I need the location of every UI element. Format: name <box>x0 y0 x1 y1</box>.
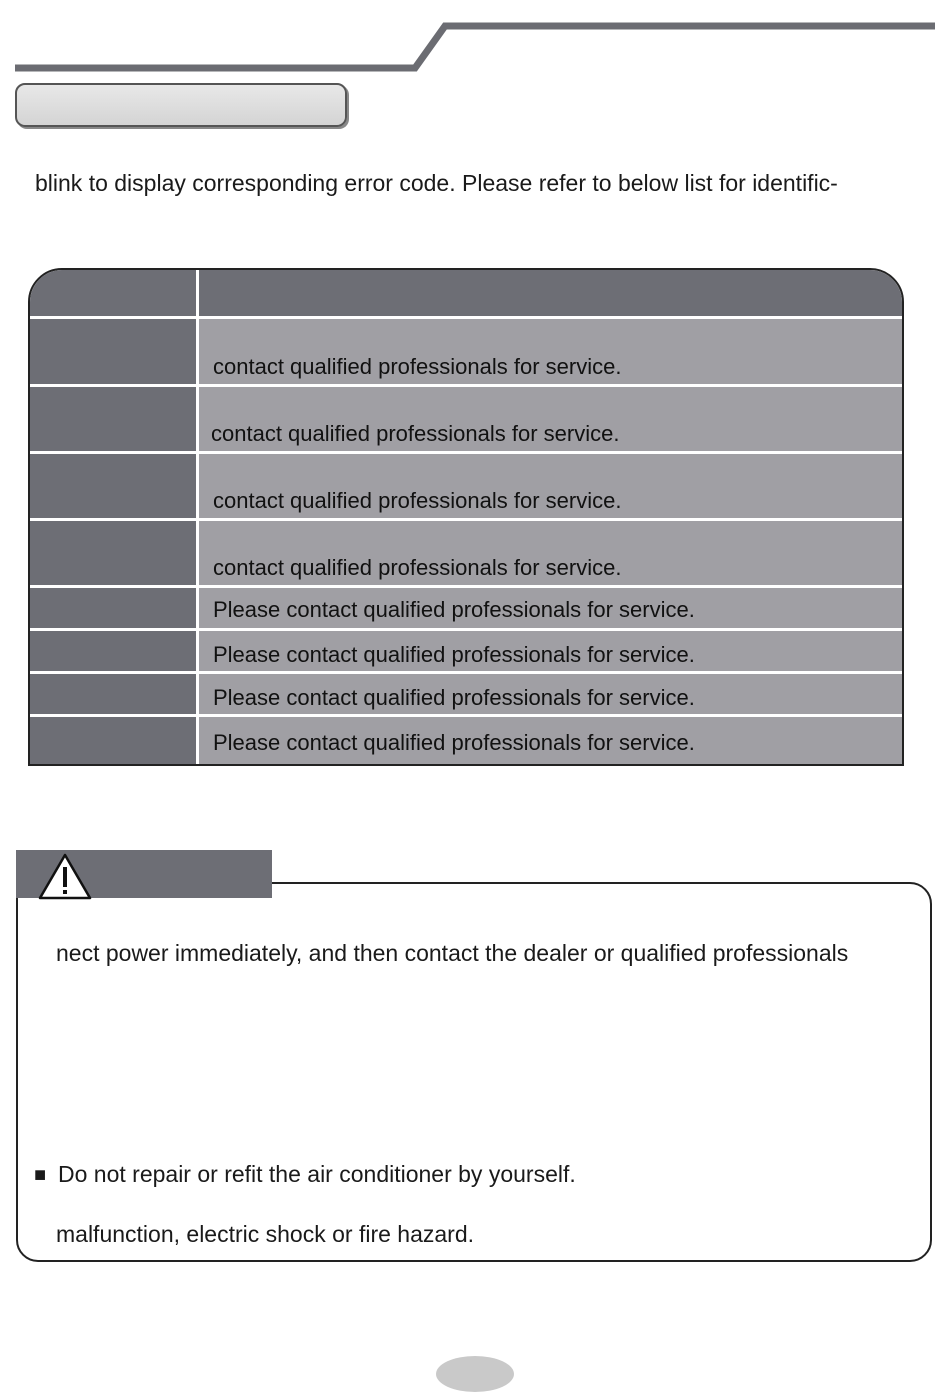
row-description: Please contact qualified professionals for service. <box>213 597 695 622</box>
table-row <box>30 387 902 451</box>
warning-box <box>16 882 932 1262</box>
table-row <box>30 454 902 518</box>
header-divider <box>196 270 199 316</box>
row-description: contact qualified professionals for service. <box>213 354 622 379</box>
code-cell <box>30 631 196 671</box>
desc-cell <box>199 674 902 714</box>
row-description: contact qualified professionals for service. <box>211 421 620 446</box>
bullet-square-icon: ■ <box>34 1164 47 1186</box>
desc-cell <box>199 588 902 628</box>
desc-cell <box>199 319 902 384</box>
row-description: contact qualified professionals for service. <box>213 488 622 513</box>
header-rule <box>0 0 950 80</box>
desc-cell <box>199 387 902 451</box>
desc-cell <box>199 454 902 518</box>
warning-line-1: nect power immediately, and then contact the dealer or qualified professionals <box>56 940 849 966</box>
error-code-table <box>28 268 904 766</box>
table-row <box>30 631 902 671</box>
section-title-pill <box>15 83 347 127</box>
table-row <box>30 319 902 384</box>
table-row <box>30 674 902 714</box>
warning-line-3: malfunction, electric shock or fire hazard. <box>56 1221 475 1247</box>
row-description: contact qualified professionals for service. <box>213 555 622 580</box>
intro-text: blink to display corresponding error code. Please refer to below list for identific- <box>35 170 838 196</box>
desc-cell <box>199 521 902 585</box>
warning-line-2: Do not repair or refit the air conditioner by yourself. <box>58 1161 576 1187</box>
table-header <box>30 270 902 316</box>
row-description: Please contact qualified professionals for service. <box>213 685 695 710</box>
page-number-oval <box>436 1356 514 1392</box>
code-cell <box>30 717 196 764</box>
table-row <box>30 717 902 764</box>
code-cell <box>30 319 196 384</box>
row-description: Please contact qualified professionals for service. <box>213 730 695 755</box>
desc-cell <box>199 717 902 764</box>
code-cell <box>30 387 196 451</box>
code-cell <box>30 521 196 585</box>
code-cell <box>30 674 196 714</box>
warning-triangle-icon <box>38 852 92 900</box>
desc-cell <box>199 631 902 671</box>
code-cell <box>30 454 196 518</box>
table-row <box>30 588 902 628</box>
row-description: Please contact qualified professionals for service. <box>213 642 695 667</box>
table-row <box>30 521 902 585</box>
code-cell <box>30 588 196 628</box>
